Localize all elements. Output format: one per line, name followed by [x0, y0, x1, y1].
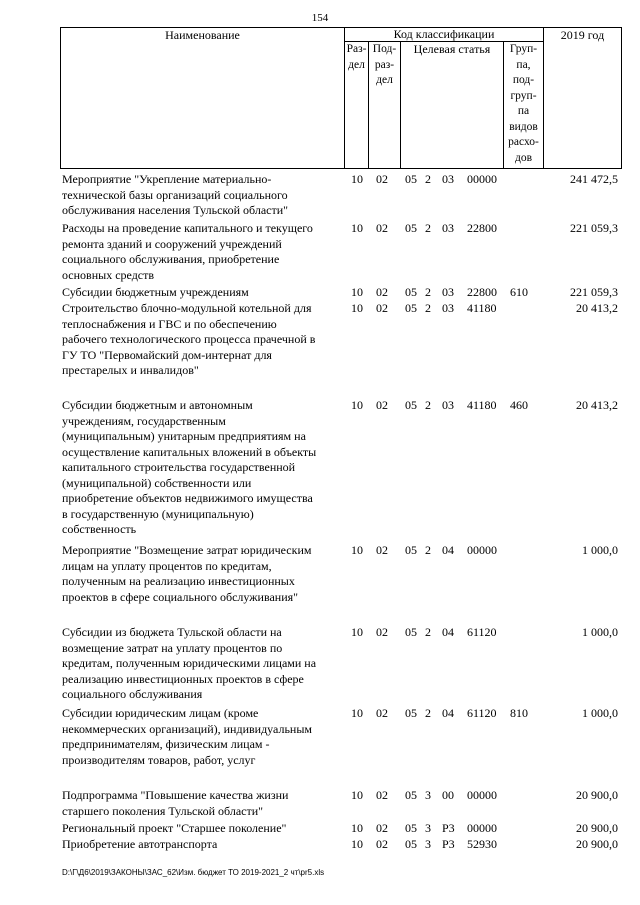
page-number: 154 [311, 12, 329, 24]
row-target-part3: 00 [442, 788, 454, 802]
row-target-part4: 61120 [467, 625, 497, 639]
row-target-part1: 05 [405, 285, 417, 299]
row-podrazdel: 02 [376, 788, 388, 802]
row-name: Приобретение автотранспорта [62, 837, 218, 851]
row-target-part3: 03 [442, 172, 454, 186]
row-target-part3: 04 [442, 625, 454, 639]
row-razdel: 10 [351, 837, 363, 851]
row-amount: 20 900,0 [576, 821, 618, 835]
row-razdel: 10 [351, 221, 363, 235]
header-podrazdel-label: Под- раз- дел [372, 43, 397, 86]
row-razdel: 10 [351, 172, 363, 186]
row-name: Подпрограмма "Повышение качества жизни старшего поколения Тульской области" [62, 788, 289, 818]
row-name: Субсидии из бюджета Тульской области на возмещение затрат на уплату процентов по кредитам, полученным юридическими лицами на реализацию инвестиционных проектов в сфере социального обслуживания [62, 625, 317, 701]
header-year-label: 2019 год [560, 28, 605, 42]
row-target-part1: 05 [405, 172, 417, 186]
row-target-part4: 41180 [467, 301, 497, 315]
row-target-part3: 03 [442, 221, 454, 235]
row-target-part3: P3 [442, 821, 455, 835]
row-name: Мероприятие "Укрепление материально- технической базы организаций социального обслуживания населения Тульской области" [62, 172, 289, 217]
row-target-part1: 05 [405, 398, 417, 412]
row-target-part2: 2 [425, 706, 431, 720]
row-target-part1: 05 [405, 221, 417, 235]
footer-file-path: D:\Г\Д6\2019\ЗАКОНЫ\ЗАС_62\Изм. бюджет ТО 2019-2021_2 чт\pr5.xls [62, 868, 325, 877]
row-name: Строительство блочно-модульной котельной для теплоснабжения и ГВС и по обеспечению рабочего технологического процесса прачечной в ГУ ТО "Первомайский дом-интернат для престарелых и инвалидов" [62, 301, 316, 377]
row-target-part4: 52930 [467, 837, 497, 851]
header-name-cell [60, 27, 345, 169]
row-podrazdel: 02 [376, 821, 388, 835]
row-target-part2: 3 [425, 821, 431, 835]
row-amount: 20 413,2 [576, 301, 618, 315]
header-classification-label: Код классификации [393, 27, 495, 41]
row-target-part2: 3 [425, 837, 431, 851]
row-target-part4: 00000 [467, 821, 497, 835]
row-target-part1: 05 [405, 543, 417, 557]
header-year-cell [543, 27, 622, 169]
row-target-part4: 00000 [467, 543, 497, 557]
row-podrazdel: 02 [376, 221, 388, 235]
row-amount: 1 000,0 [582, 706, 618, 720]
row-target-part2: 2 [425, 221, 431, 235]
row-target-part2: 2 [425, 285, 431, 299]
row-target-part3: 04 [442, 706, 454, 720]
row-podrazdel: 02 [376, 398, 388, 412]
row-podrazdel: 02 [376, 543, 388, 557]
row-target-part1: 05 [405, 788, 417, 802]
row-amount: 221 059,3 [570, 221, 618, 235]
row-podrazdel: 02 [376, 837, 388, 851]
row-target-part4: 41180 [467, 398, 497, 412]
header-name-label: Наименование [165, 28, 240, 42]
row-amount: 20 900,0 [576, 788, 618, 802]
row-razdel: 10 [351, 706, 363, 720]
header-target-article-cell [400, 41, 504, 169]
row-amount: 1 000,0 [582, 543, 618, 557]
header-group-label: Груп- па, под- груп- па видов расхо- дов [508, 43, 539, 164]
row-target-part2: 3 [425, 788, 431, 802]
row-target-part4: 00000 [467, 788, 497, 802]
row-razdel: 10 [351, 398, 363, 412]
row-group: 810 [510, 706, 528, 720]
row-amount: 20 900,0 [576, 837, 618, 851]
row-target-part1: 05 [405, 706, 417, 720]
row-razdel: 10 [351, 301, 363, 315]
row-group: 460 [510, 398, 528, 412]
row-target-part2: 2 [425, 172, 431, 186]
row-razdel: 10 [351, 788, 363, 802]
row-amount: 20 413,2 [576, 398, 618, 412]
row-group: 610 [510, 285, 528, 299]
row-target-part1: 05 [405, 821, 417, 835]
row-podrazdel: 02 [376, 706, 388, 720]
row-target-part4: 22800 [467, 221, 497, 235]
row-target-part2: 2 [425, 625, 431, 639]
row-target-part4: 22800 [467, 285, 497, 299]
row-razdel: 10 [351, 821, 363, 835]
row-target-part2: 2 [425, 398, 431, 412]
row-target-part4: 00000 [467, 172, 497, 186]
row-target-part3: 03 [442, 285, 454, 299]
header-razdel-label: Раз- дел [346, 43, 367, 71]
row-target-part1: 05 [405, 301, 417, 315]
header-target-article-label: Целевая статья [413, 42, 491, 56]
row-name: Расходы на проведение капитального и текущего ремонта зданий и сооружений учреждений социального обслуживания, приобретение основных средств [62, 221, 313, 282]
row-target-part2: 2 [425, 543, 431, 557]
row-amount: 221 059,3 [570, 285, 618, 299]
row-target-part4: 61120 [467, 706, 497, 720]
row-podrazdel: 02 [376, 172, 388, 186]
row-target-part3: P3 [442, 837, 455, 851]
row-name: Региональный проект "Старшее поколение" [62, 821, 287, 835]
row-razdel: 10 [351, 625, 363, 639]
row-target-part2: 2 [425, 301, 431, 315]
row-name: Субсидии юридическим лицам (кроме некоммерческих организаций), индивидуальным предпринимателям, физическим лицам - производителям товаров, работ, услуг [62, 706, 312, 767]
row-target-part1: 05 [405, 625, 417, 639]
row-target-part1: 05 [405, 837, 417, 851]
row-name: Мероприятие "Возмещение затрат юридическим лицам на уплату процентов по кредитам, полученным на реализацию инвестиционных проектов в сфере социального обслуживания" [62, 543, 312, 604]
row-razdel: 10 [351, 543, 363, 557]
row-target-part3: 04 [442, 543, 454, 557]
row-podrazdel: 02 [376, 285, 388, 299]
row-target-part3: 03 [442, 398, 454, 412]
row-razdel: 10 [351, 285, 363, 299]
row-target-part3: 03 [442, 301, 454, 315]
row-amount: 1 000,0 [582, 625, 618, 639]
row-amount: 241 472,5 [570, 172, 618, 186]
row-podrazdel: 02 [376, 301, 388, 315]
row-podrazdel: 02 [376, 625, 388, 639]
row-name: Субсидии бюджетным и автономным учреждениям, государственным (муниципальным) унитарным предприятиям на осуществление капитальных вложений в объекты капитального строительства государственной (муниципальной) собственности или приобретение объектов недвижимого имущества в государственную (муниципальную) собственность [62, 398, 317, 536]
row-name: Субсидии бюджетным учреждениям [62, 285, 249, 299]
